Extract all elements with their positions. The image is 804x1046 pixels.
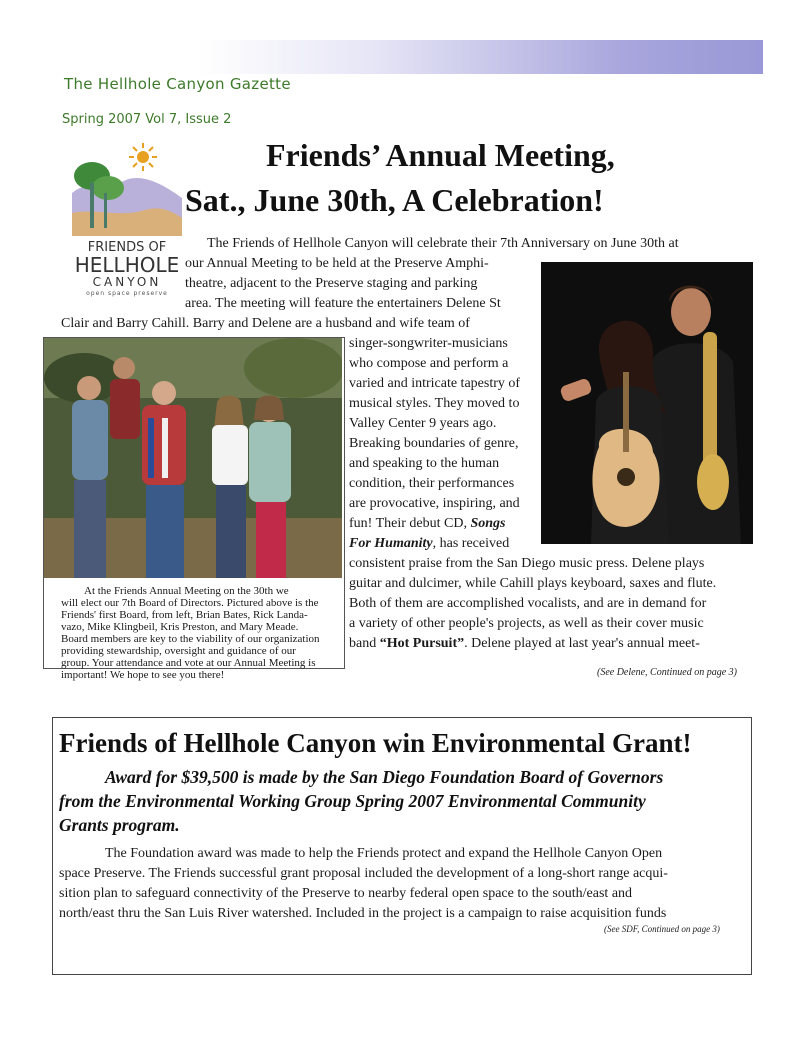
caption-line: important! We hope to see you there! [61,669,225,681]
cd-title-part-2: For Humanity [349,536,433,551]
friends-logo [70,138,185,298]
caption-line: At the Friends Annual Meeting on the 30th we [84,585,289,597]
article-line: Both of them are accomplished vocalists, and are in demand for [349,596,707,611]
article-line: theatre, adjacent to the Preserve staging and parking [185,276,478,291]
caption-line: Friends' first Board, from left, Brian Bates, Rick Landa- [61,609,308,621]
caption-line: will elect our 7th Board of Directors. Pictured above is the [61,597,319,609]
article-line: a variety of other people's projects, as well as their cover music [349,616,704,631]
article-line: band “Hot Pursuit”. Delene played at last year's annual meet- [349,636,700,651]
article-line: varied and intricate tapestry of [349,376,521,391]
article-line: and speaking to the human [349,456,500,471]
issue-info: Spring 2007 Vol 7, Issue 2 [62,112,232,127]
article-line: guitar and dulcimer, while Cahill plays keyboard, saxes and flute. [349,576,717,591]
svg-text:HELLHOLE: HELLHOLE [74,253,180,277]
logo-illustration-icon [70,138,185,298]
grant-body-line: sition plan to safeguard connectivity of the Preserve to nearby federal open space to the south/east and [59,886,633,901]
headline-line-1: Friends’ Annual Meeting, [266,137,615,173]
grant-subtitle-line: from the Environmental Working Group Spring 2007 Environmental Community [59,791,646,811]
article-line: our Annual Meeting to be held at the Preserve Amphi- [185,256,489,271]
article-line: The Friends of Hellhole Canyon will celebrate their 7th Anniversary on June 30th at [207,236,679,251]
article-line: singer-songwriter-musicians [349,336,508,351]
cd-title-part-1: Songs [470,516,506,531]
grant-body-line: The Foundation award was made to help the Friends protect and expand the Hellhole Canyon Open [105,846,663,861]
article-line: who compose and perform a [349,356,509,371]
article-line: Clair and Barry Cahill. Barry and Delene are a husband and wife team of [61,316,470,331]
svg-text:FRIENDS OF: FRIENDS OF [87,240,167,255]
header-gradient-bar [58,40,763,74]
article-line: Valley Center 9 years ago. [349,416,497,431]
grant-body-line: space Preserve. The Friends successful grant proposal included the development of a long-short range acqui- [59,866,668,881]
article-line: For Humanity, has received [349,536,510,551]
grant-body-line: north/east thru the San Luis River watershed. Included in the project is a campaign to raise acquisition funds [59,906,667,921]
svg-text:open space preserve: open space preserve [86,290,168,297]
caption-line: Board members are key to the viability of our organization [61,633,320,645]
article-line: area. The meeting will feature the entertainers Delene St [185,296,501,311]
article-line: Breaking boundaries of genre, [349,436,519,451]
grant-subtitle-line: Award for $39,500 is made by the San Diego Foundation Board of Governors [105,767,664,787]
headline-line-2: Sat., June 30th, A Celebration! [185,182,604,218]
grant-subtitle-line: Grants program. [59,815,180,835]
band-photo [541,262,753,544]
article-line: fun! Their debut CD, Songs [349,516,506,531]
gazette-title: The Hellhole Canyon Gazette [64,75,291,93]
board-photo [44,338,342,578]
article-line: musical styles. They moved to [349,396,520,411]
grant-title: Friends of Hellhole Canyon win Environmental Grant! [59,728,692,758]
band-name: “Hot Pursuit” [379,636,465,651]
caption-line: group. Your attendance and vote at our Annual Meeting is [61,657,316,669]
article-line: are provocative, inspiring, and [349,496,520,511]
grant-continued-link[interactable]: (See SDF, Continued on page 3) [604,924,720,934]
article-line: condition, their performances [349,476,515,491]
caption-line: providing stewardship, oversight and guidance of our [61,645,296,657]
article-line: consistent praise from the San Diego music press. Delene plays [349,556,705,571]
svg-text:CANYON: CANYON [92,275,162,289]
continued-link[interactable]: (See Delene, Continued on page 3) [597,667,737,678]
caption-line: vazo, Mike Klingbeil, Kris Preston, and Mary Meade. [61,621,299,633]
